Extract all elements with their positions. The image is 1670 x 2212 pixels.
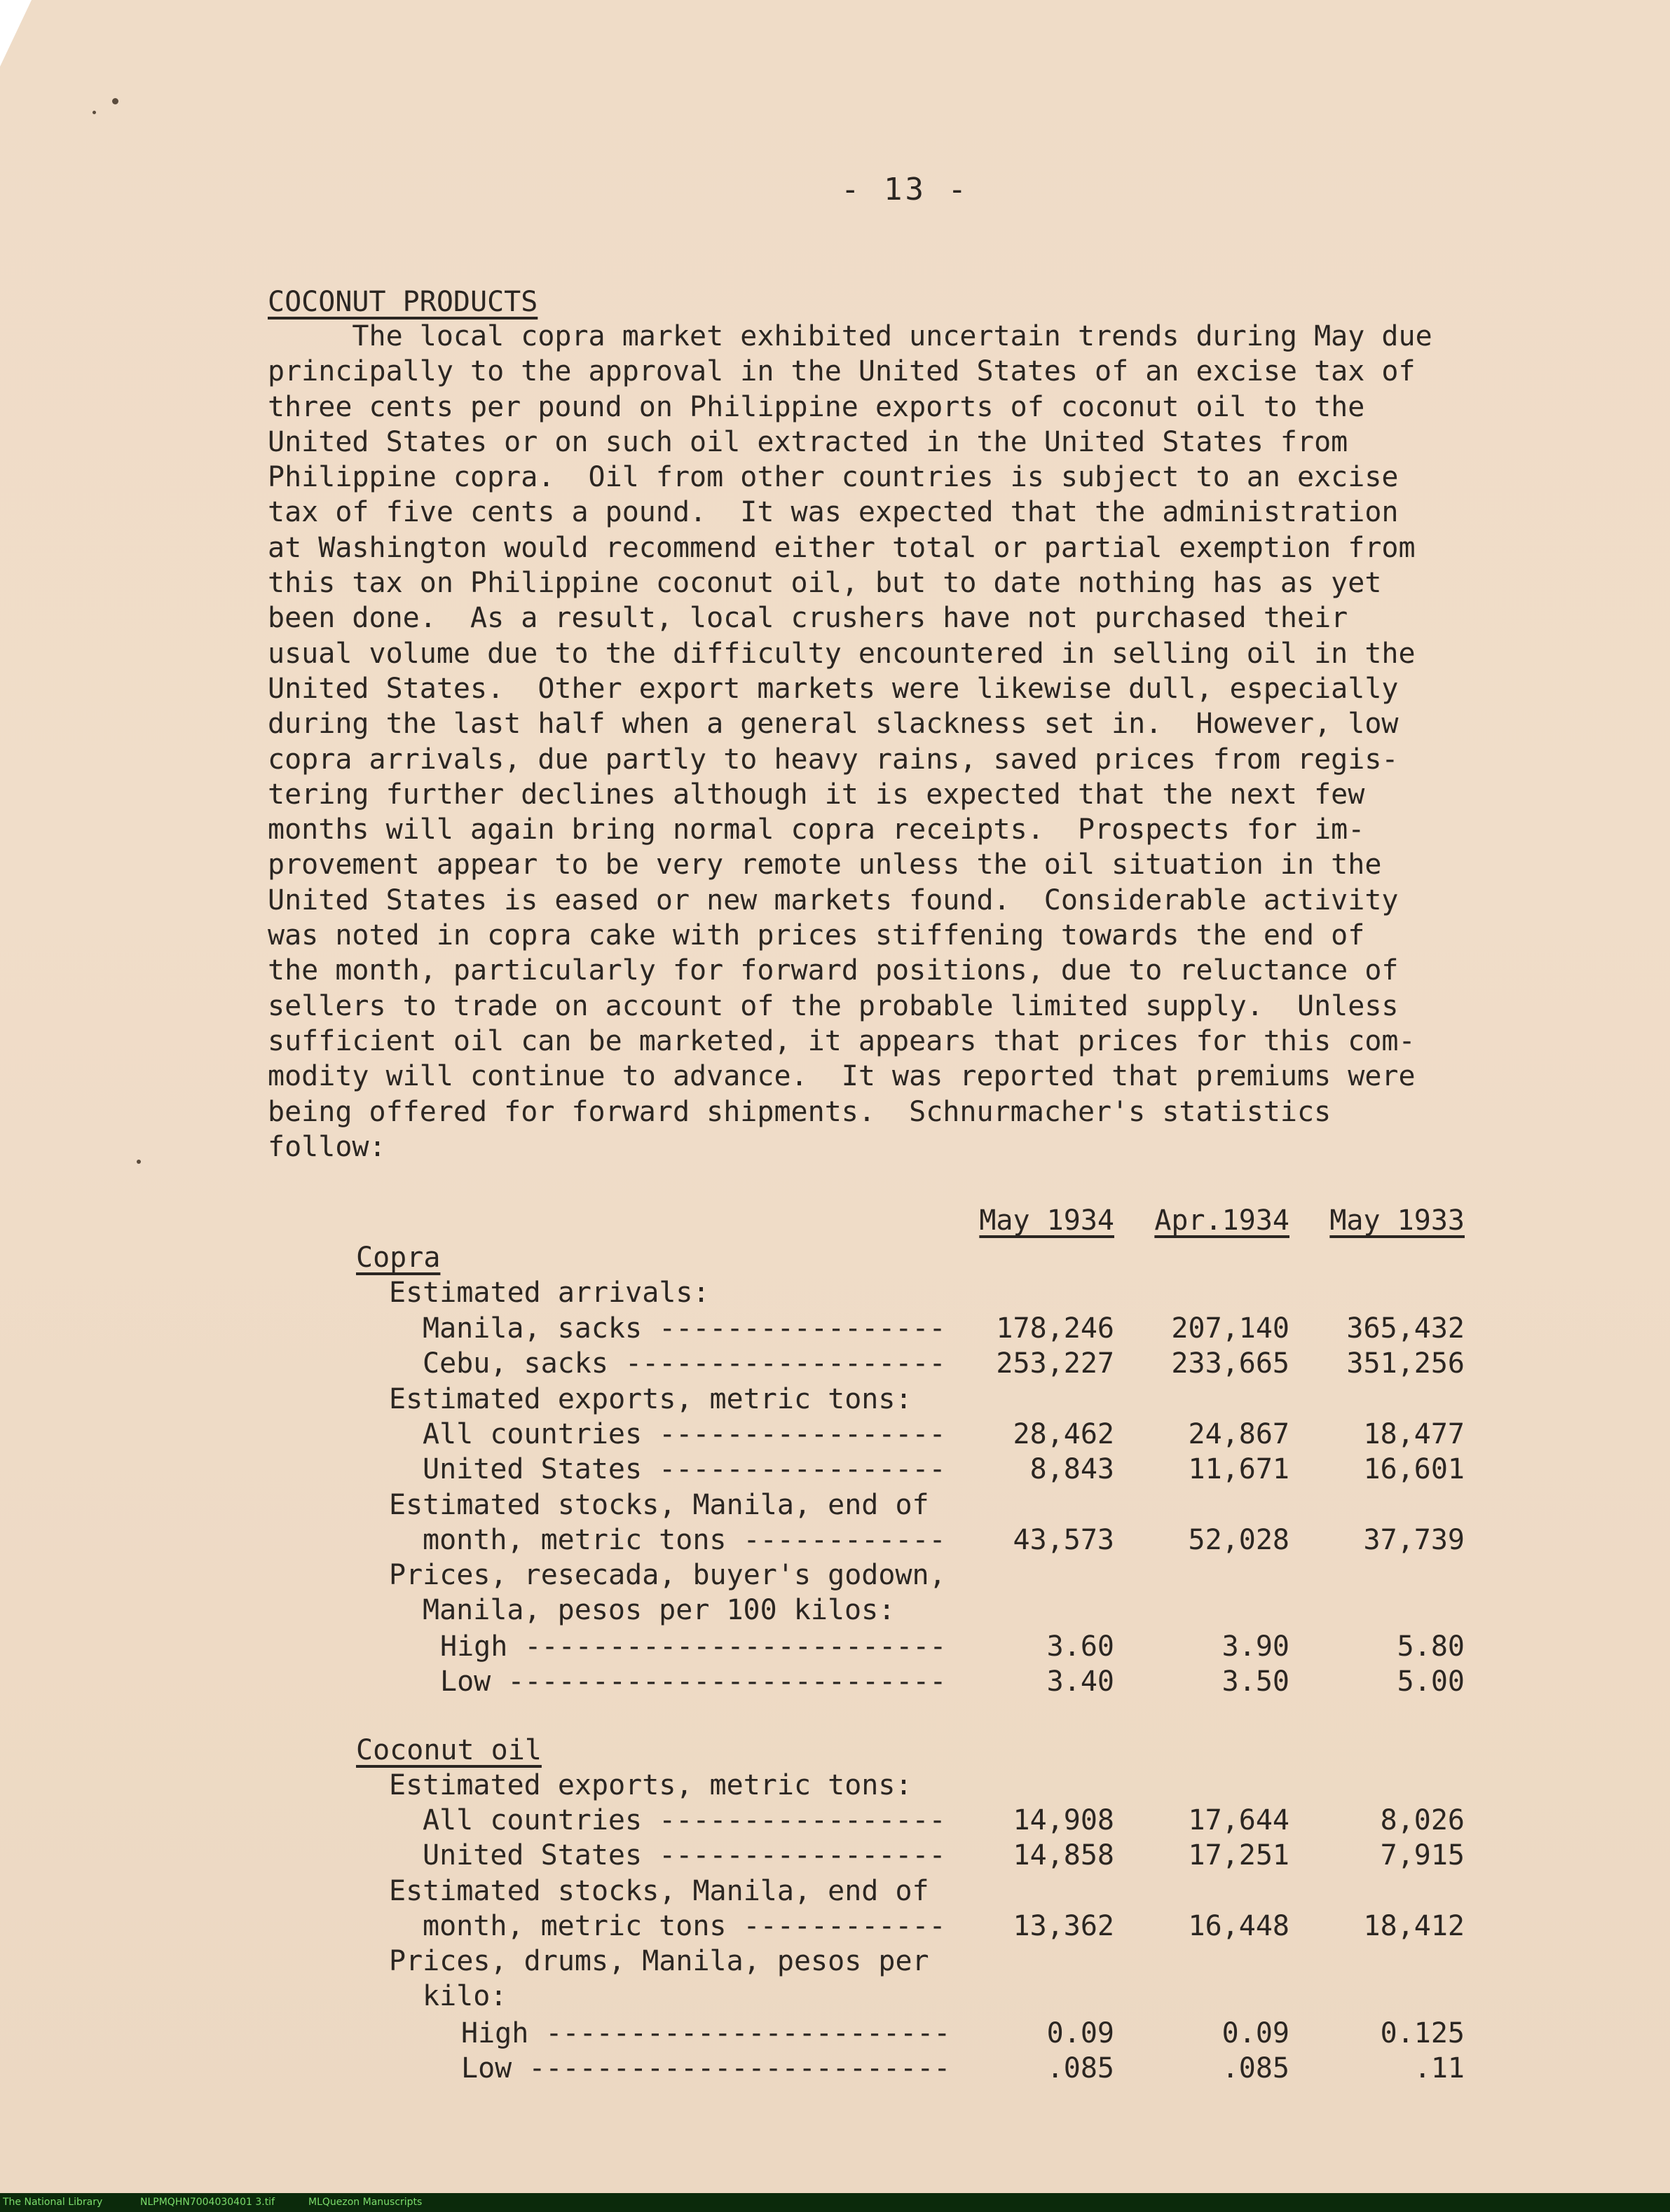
table-row-label: Prices, drums, Manila, pesos per — [389, 1945, 929, 1977]
paragraph-line: the month, particularly for forward positions, due to reluctance of — [268, 954, 1399, 987]
paragraph-line: United States is eased or new markets found. Considerable activity — [268, 884, 1399, 916]
table-cell: .085 — [1221, 2052, 1289, 2084]
table-cell: 178,246 — [996, 1312, 1114, 1345]
paragraph-line: sellers to trade on account of the probable limited supply. Unless — [268, 989, 1399, 1022]
table-row-label: United States ----------------- — [423, 1453, 946, 1485]
paragraph-line: months will again bring normal copra receipts. Prospects for im- — [268, 813, 1365, 846]
table-cell: 3.60 — [1046, 1630, 1114, 1663]
table-cell: 11,671 — [1188, 1453, 1289, 1485]
table-cell: .085 — [1046, 2052, 1114, 2084]
table-row-label: Estimated stocks, Manila, end of — [389, 1875, 929, 1907]
folded-corner — [0, 0, 32, 67]
table-row-label: High ------------------------ — [461, 2017, 951, 2049]
table-cell: 8,026 — [1380, 1804, 1465, 1836]
table-cell: 43,573 — [1013, 1524, 1114, 1556]
paper-speck — [137, 1160, 141, 1164]
table-cell: 18,412 — [1363, 1910, 1465, 1942]
table-cell: 365,432 — [1346, 1312, 1465, 1345]
paragraph-line: usual volume due to the difficulty encountered in selling oil in the — [268, 637, 1416, 670]
column-header: May 1934 — [979, 1204, 1114, 1237]
paragraph-line: tering further declines although it is expected that the next few — [268, 778, 1365, 811]
table-row-label: Low ------------------------- — [461, 2052, 951, 2084]
paragraph-line: tax of five cents a pound. It was expected that the administration — [268, 496, 1399, 529]
table-cell: 233,665 — [1171, 1347, 1289, 1380]
table-cell: 17,644 — [1188, 1804, 1289, 1836]
table-cell: 13,362 — [1013, 1910, 1114, 1942]
table-cell: 351,256 — [1346, 1347, 1465, 1380]
column-header: Apr.1934 — [1154, 1204, 1289, 1237]
table-row-label: Manila, sacks ----------------- — [423, 1312, 946, 1345]
body-paragraph — [268, 319, 1501, 1165]
footer-collection: MLQuezon Manuscripts — [308, 2197, 423, 2208]
table-row-label: Estimated exports, metric tons: — [389, 1383, 912, 1415]
paragraph-line: principally to the approval in the United States of an excise tax of — [268, 355, 1416, 388]
paragraph-line: follow: — [268, 1130, 386, 1163]
table-section-title: Copra — [356, 1242, 441, 1274]
table-cell: 24,867 — [1188, 1418, 1289, 1450]
paragraph-line: being offered for forward shipments. Schnurmacher's statistics — [268, 1095, 1332, 1128]
paragraph-line: sufficient oil can be marketed, it appears that prices for this com- — [268, 1024, 1416, 1057]
paragraph-line: at Washington would recommend either total or partial exemption from — [268, 531, 1416, 564]
paper-speck — [112, 98, 118, 104]
table-cell: 14,858 — [1013, 1839, 1114, 1871]
table-cell: 18,477 — [1363, 1418, 1465, 1450]
paragraph-line: three cents per pound on Philippine exports of coconut oil to the — [268, 390, 1365, 423]
table-cell: 8,843 — [1029, 1453, 1114, 1485]
table-row-label: Estimated stocks, Manila, end of — [389, 1489, 929, 1521]
table-cell: 14,908 — [1013, 1804, 1114, 1836]
paragraph-line: modity will continue to advance. It was reported that premiums were — [268, 1060, 1416, 1093]
table-cell: 0.09 — [1221, 2017, 1289, 2049]
table-cell: 3.90 — [1221, 1630, 1289, 1663]
table-cell: 28,462 — [1013, 1418, 1114, 1450]
table-cell: 207,140 — [1171, 1312, 1289, 1345]
scan-footer-bar — [0, 2193, 1670, 2212]
paragraph-line: been done. As a result, local crushers have not purchased their — [268, 602, 1348, 635]
paragraph-line: provement appear to be very remote unless the oil situation in the — [268, 849, 1382, 881]
paragraph-line: was noted in copra cake with prices stiffening towards the end of — [268, 919, 1365, 952]
paragraph-line: copra arrivals, due partly to heavy rains, saved prices from regis- — [268, 743, 1399, 776]
table-row-label: Manila, pesos per 100 kilos: — [423, 1594, 896, 1626]
table-cell: 5.00 — [1397, 1665, 1465, 1698]
table-cell: 0.09 — [1046, 2017, 1114, 2049]
table-row-label: United States ----------------- — [423, 1839, 946, 1871]
table-row-label: Estimated exports, metric tons: — [389, 1769, 912, 1801]
table-cell: .11 — [1414, 2052, 1465, 2084]
table-row-label: High ------------------------- — [440, 1630, 947, 1663]
paragraph-line: during the last half when a general slackness set in. However, low — [268, 708, 1399, 741]
table-cell: 37,739 — [1363, 1524, 1465, 1556]
footer-library: The National Library — [3, 2197, 103, 2208]
paragraph-line: United States or on such oil extracted in the United States from — [268, 425, 1348, 458]
paper-speck — [93, 111, 96, 114]
page-number: - 13 - — [841, 172, 969, 207]
table-cell: 3.50 — [1221, 1665, 1289, 1698]
table-row-label: kilo: — [423, 1980, 507, 2012]
table-cell: 52,028 — [1188, 1524, 1289, 1556]
paragraph-line: Philippine copra. Oil from other countries is subject to an excise — [268, 461, 1399, 494]
paragraph-line: The local copra market exhibited uncertain trends during May due — [268, 320, 1432, 352]
table-row-label: Estimated arrivals: — [389, 1277, 710, 1309]
column-header: May 1933 — [1329, 1204, 1465, 1237]
table-row-label: Prices, resecada, buyer's godown, — [389, 1559, 946, 1591]
paragraph-line: United States. Other export markets were likewise dull, especially — [268, 672, 1399, 705]
table-row-label: month, metric tons ------------ — [423, 1524, 946, 1556]
table-row-label: Low -------------------------- — [440, 1665, 947, 1698]
section-heading: COCONUT PRODUCTS — [268, 286, 538, 318]
table-section-title: Coconut oil — [356, 1734, 542, 1766]
table-cell: 17,251 — [1188, 1839, 1289, 1871]
table-cell: 16,448 — [1188, 1910, 1289, 1942]
table-row-label: month, metric tons ------------ — [423, 1910, 946, 1942]
footer-file-id: NLPMQHN7004030401 3.tif — [140, 2197, 275, 2208]
table-row-label: All countries ----------------- — [423, 1418, 946, 1450]
table-cell: 5.80 — [1397, 1630, 1465, 1663]
table-cell: 0.125 — [1380, 2017, 1465, 2049]
table-row-label: Cebu, sacks ------------------- — [423, 1347, 946, 1380]
table-cell: 253,227 — [996, 1347, 1114, 1380]
table-row-label: All countries ----------------- — [423, 1804, 946, 1836]
table-cell: 16,601 — [1363, 1453, 1465, 1485]
table-cell: 3.40 — [1046, 1665, 1114, 1698]
table-cell: 7,915 — [1380, 1839, 1465, 1871]
paragraph-line: this tax on Philippine coconut oil, but to date nothing has as yet — [268, 567, 1382, 600]
